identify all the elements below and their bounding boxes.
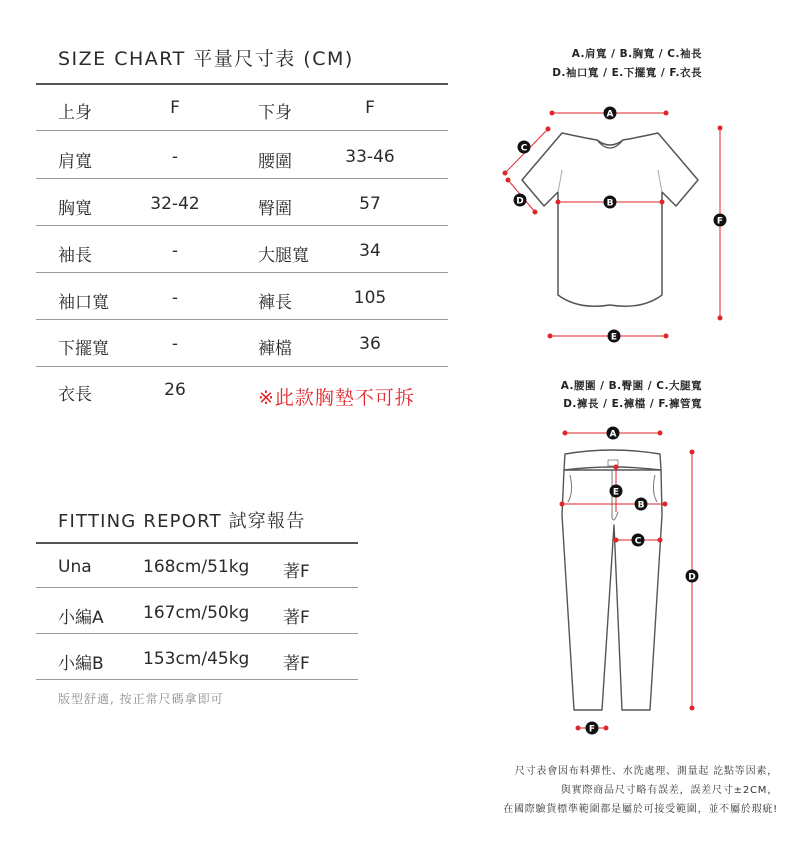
red-dot: [550, 111, 555, 116]
tshirt-outline: [522, 133, 698, 306]
divider: [36, 319, 448, 320]
red-dot: [548, 334, 553, 339]
row-label-bottom: 褲檔: [258, 339, 292, 359]
row-value-top: -: [171, 334, 179, 354]
disclaimer-line2: 與實際商品尺寸略有誤差，誤差尺寸±2CM，: [560, 785, 778, 796]
header-top: 上身: [58, 103, 92, 123]
red-dot: [660, 200, 665, 205]
row-label-top: 袖口寬: [58, 293, 109, 313]
red-dot: [560, 502, 565, 507]
svg-text:B: B: [637, 500, 645, 511]
divider: [36, 366, 448, 367]
fit-measure: 168cm/51kg: [143, 557, 250, 577]
row-label-bottom: 腰圍: [258, 152, 292, 172]
row-value-top: -: [171, 147, 179, 167]
marker-a: [604, 107, 617, 120]
svg-text:D: D: [516, 196, 524, 207]
fit-name: 小編B: [58, 654, 104, 674]
marker-b: [635, 498, 648, 511]
fit-size: 著F: [283, 608, 310, 628]
divider: [36, 225, 448, 226]
row-value-top: -: [171, 241, 179, 261]
red-dot: [658, 431, 663, 436]
divider: [36, 178, 448, 179]
fit-name: 小編A: [58, 608, 104, 628]
header-top-size: F: [170, 98, 180, 118]
divider: [36, 633, 358, 634]
pad-note: ※此款胸墊不可拆: [258, 387, 415, 409]
row-label-top: 下擺寬: [58, 339, 109, 359]
row-label-bottom: 臀圍: [258, 199, 292, 219]
pants-legend-line1: A.腰圍 / B.臀圍 / C.大腿寬: [560, 380, 702, 392]
marker-b: [604, 196, 617, 209]
divider: [36, 587, 358, 588]
marker-e: [610, 485, 623, 498]
fitting-note: 版型舒適, 按正常尺碼拿即可: [58, 692, 224, 706]
marker-e: [608, 330, 621, 343]
disclaimer-line1: 尺寸表會因布料彈性、水洗處理、測量起 訖點等因素，: [514, 766, 778, 777]
red-dot: [658, 538, 663, 543]
red-dot: [663, 502, 668, 507]
divider: [36, 272, 448, 273]
row-value-bottom: 57: [359, 194, 381, 214]
header-bottom: 下身: [258, 103, 292, 123]
top-legend-line1: A.肩寬 / B.胸寬 / C.袖長: [571, 48, 702, 60]
svg-text:C: C: [520, 143, 528, 154]
marker-f: [714, 214, 727, 227]
row-label-bottom: 褲長: [258, 293, 292, 313]
red-dot: [533, 210, 538, 215]
fitting-report-title: FITTING REPORT 試穿報告: [58, 511, 306, 532]
svg-text:D: D: [688, 572, 696, 583]
marker-d: [686, 570, 699, 583]
divider: [36, 679, 358, 680]
header-bottom-size: F: [365, 98, 375, 118]
marker-a: [607, 427, 620, 440]
row-value-top: -: [171, 288, 179, 308]
fit-size: 著F: [283, 562, 310, 582]
svg-text:F: F: [716, 216, 724, 227]
marker-d: [514, 194, 527, 207]
row-value-bottom: 36: [359, 334, 381, 354]
red-dot: [576, 726, 581, 731]
marker-c: [632, 534, 645, 547]
marker-c: [518, 141, 531, 154]
tshirt-diagram: [490, 100, 750, 345]
row-label-top: 肩寬: [58, 152, 92, 172]
size-chart-title: SIZE CHART 平量尺寸表 (CM): [58, 48, 354, 70]
red-dot: [614, 538, 619, 543]
red-dot: [718, 126, 723, 131]
divider: [36, 542, 358, 544]
red-dot: [664, 334, 669, 339]
svg-text:C: C: [634, 536, 642, 547]
svg-text:F: F: [588, 724, 596, 735]
top-legend-line2: D.袖口寬 / E.下擺寬 / F.衣長: [552, 67, 702, 79]
fit-measure: 153cm/45kg: [143, 649, 250, 669]
pants-legend-line2: D.褲長 / E.褲檔 / F.褲管寬: [563, 398, 702, 410]
red-dot: [506, 178, 511, 183]
fit-name: Una: [58, 557, 92, 577]
red-dot: [556, 200, 561, 205]
row-value-bottom: 105: [353, 288, 387, 308]
row-label-top: 衣長: [58, 385, 92, 405]
red-dot: [664, 111, 669, 116]
red-dot: [604, 726, 609, 731]
divider: [36, 130, 448, 131]
svg-text:E: E: [610, 332, 618, 343]
svg-text:B: B: [606, 198, 614, 209]
svg-text:A: A: [609, 429, 617, 440]
red-dot: [614, 465, 619, 470]
pants-diagram: [540, 420, 730, 745]
fit-size: 著F: [283, 654, 310, 674]
red-dot: [563, 431, 568, 436]
svg-text:A: A: [606, 109, 614, 120]
row-label-bottom: 大腿寬: [258, 246, 309, 266]
row-value-top: 26: [164, 380, 186, 400]
red-dot: [718, 316, 723, 321]
red-dot: [690, 706, 695, 711]
svg-text:E: E: [612, 487, 620, 498]
red-dot: [503, 171, 508, 176]
fit-measure: 167cm/50kg: [143, 603, 250, 623]
red-dot: [546, 127, 551, 132]
row-value-top: 32-42: [150, 194, 200, 214]
row-label-top: 袖長: [58, 246, 92, 266]
row-label-top: 胸寬: [58, 199, 92, 219]
divider: [36, 83, 448, 85]
marker-f: [586, 722, 599, 735]
row-value-bottom: 34: [359, 241, 381, 261]
row-value-bottom: 33-46: [345, 147, 395, 167]
red-dot: [690, 450, 695, 455]
disclaimer-line3: 在國際驗貨標準範圍都是屬於可接受範圍，並不屬於瑕疵!: [503, 804, 778, 815]
